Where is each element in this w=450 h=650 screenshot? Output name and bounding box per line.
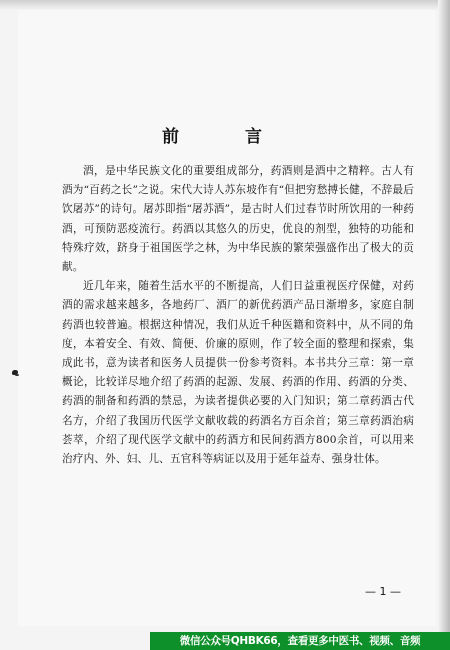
paragraph-1: 酒，是中华民族文化的重要组成部分，药酒则是酒中之精粹。古人有酒为“百药之长”之说。宋代大诗人苏东坡作有“但把穷愁搏长健，不辞最后饮屠苏”的诗句。屠苏即指“屠苏酒”，是古时人们过春节时所饮用的一种药酒，可预防恶疫流行。药酒以其悠久的历史，优良的剂型，独特的功能和特殊疗效，跻身于祖国医学之林，为中华民族的繁荣强盛作出了极大的贡献。 bbox=[62, 165, 414, 274]
document-page bbox=[18, 10, 436, 626]
scan-edge-right bbox=[438, 0, 450, 650]
page-title: 前 言 bbox=[162, 127, 292, 147]
scan-speck bbox=[12, 370, 18, 375]
watermark-banner: 微信公众号QHBK66，查看更多中医书、视频、音频 bbox=[150, 632, 450, 650]
paragraph-2: 近几年来，随着生活水平的不断提高，人们日益重视医疗保健，对药酒的需求越来越多，各地药厂、酒厂的新优药酒产品日渐增多，家庭自制药酒也较普遍。根据这种情况，我们从近千种医籍和资料中，从不同的角度，本着安全、有效、简便、价廉的原则，作了较全面的整理和探索，集成此书，意为读者和医务人员提供一份参考资料。本书共分三章：第一章概论，比较详尽地介绍了药酒的起源、发展、药酒的作用、药酒的分类、药酒的制备和药酒的禁忌，为读者提供必要的入门知识；第二章药酒古代名方，介绍了我国历代医学文献收载的药酒名方百余首；第三章药酒治病荟萃，介绍了现代医学文献中的药酒方和民间药酒方800余首，可以用来治疗内、外、妇、儿、五官科等病证以及用于延年益寿、强身壮体。 bbox=[62, 280, 414, 466]
body-text bbox=[62, 162, 414, 469]
scan-edge-top bbox=[0, 0, 450, 10]
page-number: — 1 — bbox=[365, 585, 401, 598]
